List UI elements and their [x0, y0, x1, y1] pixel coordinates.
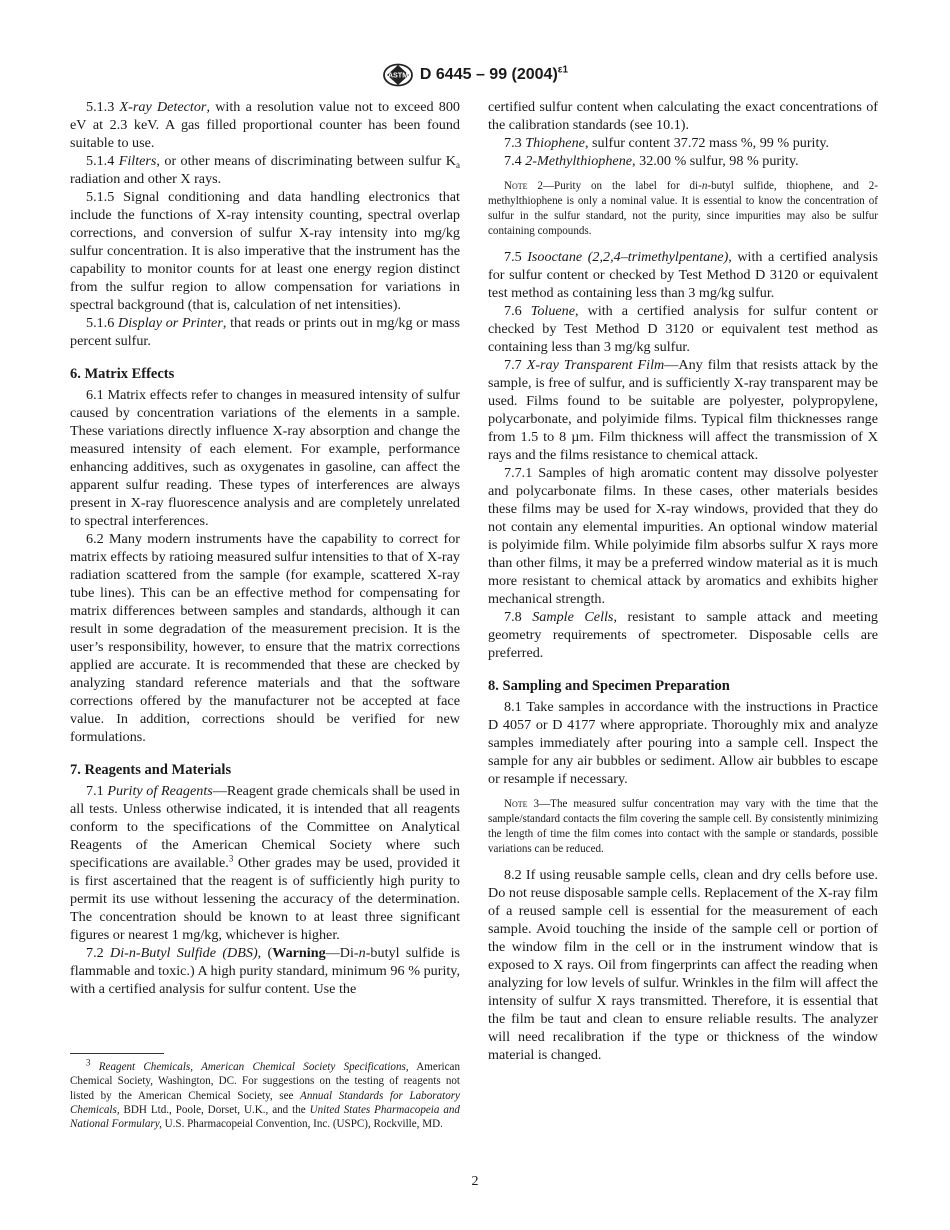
page-number: 2 [471, 1174, 479, 1189]
footnote-3 [70, 1057, 461, 1131]
paragraph-text: , sulfur content 37.72 mass %, 99 % purity. [584, 135, 830, 151]
section-number: 7.6 [504, 303, 522, 319]
document-designation [420, 66, 568, 84]
footnote-body: BDH Ltd., Poole, Dorset, U.K., and the [119, 1103, 310, 1116]
italic-n: n [701, 180, 708, 192]
paragraph-7-7 [488, 356, 878, 464]
left-column [70, 98, 460, 998]
note-3 [488, 797, 878, 857]
paragraph-text: —Any film that resists attack by the sample, is free of sulfur, and is sufficiently X-ray transparent may be used. Films found to be suitable are polyester, polypropylene, polycarbonate, and polyimide films. Typical film thicknesses range from 1.5 to 8 µm. Film thickness will affect the transmission of X rays and the films resistance to chemical attack. [488, 357, 878, 463]
paragraph-text: , resistant to sample attack and meeting geometry requirements of spectrometer. Disposable cells are preferred. [488, 609, 878, 661]
term: Di-n-Butyl Sulfide (DBS) [109, 945, 258, 961]
warning-label: Warning [272, 945, 326, 961]
term: 2-Methylthiophene [525, 153, 633, 169]
term: X-ray Transparent Film [526, 357, 665, 373]
paragraph-text: , ( [257, 945, 273, 961]
paragraph-8-1: 8.1 Take samples in accordance with the instructions in Practice D 4057 or D 4177 where appropriate. Thoroughly mix and analyze samples immediately after pouring into a sample cell. Inspect the sample for any air bubbles or sediment. Allow air bubbles to escape or resample if necessary. [488, 699, 878, 787]
section-number: 7.8 [504, 609, 522, 625]
footnote-body: , American Chemical Society, Washington, DC. For suggestions on the testing of reagents not listed by the American Chemical Society, see [70, 1061, 461, 1102]
paragraph-7-2-continued: certified sulfur content when calculating the exact concentrations of the calibration standards (see 10.1). [488, 99, 878, 133]
note-label: Note [504, 180, 528, 192]
paragraph-7-2 [70, 944, 460, 998]
paragraph-7-3 [488, 134, 878, 152]
note-text: -butyl sulfide, thiophene, and 2-methylthiophene is only a nominal value. It is essential to know the concentration of sulfur in the sulfur standard, not the purity, since impurities may also be sulfur containing compounds. [488, 180, 878, 237]
note-2 [488, 179, 878, 239]
paragraph-text: Other grades may be used, provided it is first ascertained that the reagent is of sufficiently high purity to permit its use without lessening the accuracy of the determination. The concentration should be known to at least three significant figures or nearest 1 mg/kg, whichever is higher. [70, 855, 460, 943]
paragraph-text: , with a certified analysis for sulfur content or checked by Test Method D 3120 or equivalent test method as containing less than 3 mg/kg sulfur. [488, 303, 878, 355]
footnote-italic: Annual Standards for Laboratory Chemicals, [70, 1089, 460, 1116]
paragraph-text: , with a resolution value not to exceed 800 eV at 2.3 keV. A gas filled proportional counter has been found suitable to use. [70, 99, 460, 151]
footnote-body: U.S. Pharmacopeial Convention, Inc. (USPC), Rockville, MD. [161, 1118, 443, 1131]
logo-text: ASTM [387, 70, 409, 80]
paragraph-7-1 [70, 782, 460, 944]
paragraph-5-1-6 [70, 314, 460, 350]
term: Thiophene [525, 135, 585, 151]
paragraph-text: , or other means of discriminating between sulfur K [156, 153, 456, 169]
paragraph-5-1-4 [70, 152, 460, 188]
paragraph-5-1-5: 5.1.5 Signal conditioning and data handling electronics that include the functions of X-ray intensity counting, spectral overlap corrections, and conversion of sulfur X-ray intensity into mg/kg sulfur concentration. It is also imperative that the instrument has the capability to monitor counts for at least one energy region distinct from the sulfur region to allow compensation for variations in spectral background (that is, calculation of net intensities). [70, 189, 460, 313]
term: X-ray Detector [119, 99, 207, 115]
section-number: 5.1.3 [86, 99, 115, 115]
paragraph-7-7-1: 7.7.1 Samples of high aromatic content may dissolve polyester and polycarbonate films. In these cases, other materials besides these films may be used for X-ray windows, provided that they do not contain any elemental impurities. An optional window material is polyimide film. While polyimide film absorbs sulfur X rays more than other films, it may be a preferred window material as it is much more resistant to chemical attack by aromatics and exhibits higher mechanical strength. [488, 465, 878, 607]
section-number: 5.1.4 [86, 153, 115, 169]
paragraph-text: , that reads or prints out in mg/kg or mass percent sulfur. [70, 315, 460, 349]
section-number: 7.3 [504, 135, 522, 151]
term: Filters [118, 153, 157, 169]
footnote-italic: United States Pharmacopeia and National Formulary, [70, 1103, 460, 1131]
note-label: Note [504, 798, 528, 810]
paragraph-6-2: 6.2 Many modern instruments have the capability to correct for matrix effects by ratioing measured sulfur intensities to that of X-ray radiation scattered from the sample (for example, scattered X-ray tube lines). This can be an effective method for compensating for matrix differences between samples and standards, although it can result in some degradation of the measurement precision. It is the user’s responsibility, however, to ensure that the matrix corrections applied are accurate. It is recommended that these are checked by analyzing standard reference materials and that the software corrections offered by the manufacturer not be accepted at face value. In addition, corrections should be verified for new formulations. [70, 531, 460, 745]
paragraph-8-2: 8.2 If using reusable sample cells, clean and dry cells before use. Do not reuse disposable sample cells. Replacement of the X-ray film of a reused sample cell is essential for the measurement of each sample. Avoid touching the inside of the sample cell or portion of the window film in the cell or in the instrument window that is exposed to X rays. Oil from fingerprints can affect the reading when analyzing for low levels of sulfur. Wrinkles in the film will affect the intensity of sulfur X rays transmitted. Therefore, it is essential that the film be taut and clean to ensure reliable results. The analyzer will need recalibration if the type or thickness of the window material is changed. [488, 867, 878, 1063]
footnote-divider [70, 1053, 164, 1054]
note-text: 2—Purity on the label for di- [527, 180, 702, 192]
italic-n: n [358, 945, 366, 961]
term: Purity of Reagents [107, 783, 213, 799]
paragraph-7-5 [488, 248, 878, 302]
section-heading-7: 7. Reagents and Materials [70, 762, 232, 778]
subscript: a [456, 160, 460, 170]
section-number: 7.7 [504, 357, 522, 373]
term: Toluene [530, 303, 576, 319]
note-text: 3—The measured sulfur concentration may vary with the time that the sample/standard contacts the film covering the sample cell. By consistently minimizing the length of time the film comes into contact with the sample or standards, possible variations can be reduced. [488, 798, 878, 855]
paragraph-5-1-3 [70, 98, 460, 152]
footnote-title: Reagent Chemicals, American Chemical Society Specifications [90, 1061, 406, 1073]
paragraph-text: —Di- [325, 945, 359, 961]
section-heading-6: 6. Matrix Effects [70, 366, 175, 382]
right-column [488, 98, 878, 1064]
paragraph-text: —Reagent grade chemicals shall be used in all tests. Unless otherwise indicated, it is intended that all reagents conform to the specifications of the Committee on Analytical Reagents of the American Chemical Society where such specifications are available. [70, 783, 460, 871]
edition-superscript: ε1 [557, 64, 569, 76]
paragraph-7-6 [488, 302, 878, 356]
paragraph-text: radiation and other X rays. [70, 171, 222, 187]
footnote-mark: 3 [86, 1057, 91, 1068]
section-number: 7.1 [86, 783, 104, 799]
paragraph-6-1: 6.1 Matrix effects refer to changes in measured intensity of sulfur caused by concentration variations of the elements in a sample. These variations directly influence X-ray absorption and change the measured intensity of each element. For example, performance enhancing additives, such as oxygenates in gasoline, can affect the apparent sulfur reading. These types of interferences are always present in X-ray fluorescence analysis and are completely unrelated to spectral interferences. [70, 387, 460, 529]
term: Isooctane (2,2,4–trimethylpentane) [527, 249, 729, 265]
section-number: 7.2 [86, 945, 104, 961]
footnote-reference: 3 [228, 853, 234, 864]
paragraph-7-4 [488, 152, 878, 170]
paragraph-7-8 [488, 608, 878, 662]
section-number: 5.1.6 [86, 315, 115, 331]
section-heading-8: 8. Sampling and Specimen Preparation [488, 678, 730, 694]
section-number: 7.5 [504, 249, 522, 265]
astm-logo-icon [382, 63, 414, 87]
paragraph-text: , 32.00 % sulfur, 98 % purity. [632, 153, 799, 169]
paragraph-text: , with a certified analysis for sulfur content or checked by Test Method D 3120 or equivalent test method as containing less than 3 mg/kg sulfur. [488, 249, 878, 301]
term: Sample Cells [532, 609, 614, 625]
designation-number: D 6445 – 99 (2004) [419, 66, 558, 83]
term: Display or Printer [118, 315, 223, 331]
footnote-text [70, 1057, 461, 1131]
page-header [0, 62, 950, 88]
section-number: 7.4 [504, 153, 522, 169]
paragraph-text: -butyl sulfide is flammable and toxic.) A high purity standard, minimum 96 % purity, with a certified analysis for sulfur content. Use the [70, 945, 460, 997]
